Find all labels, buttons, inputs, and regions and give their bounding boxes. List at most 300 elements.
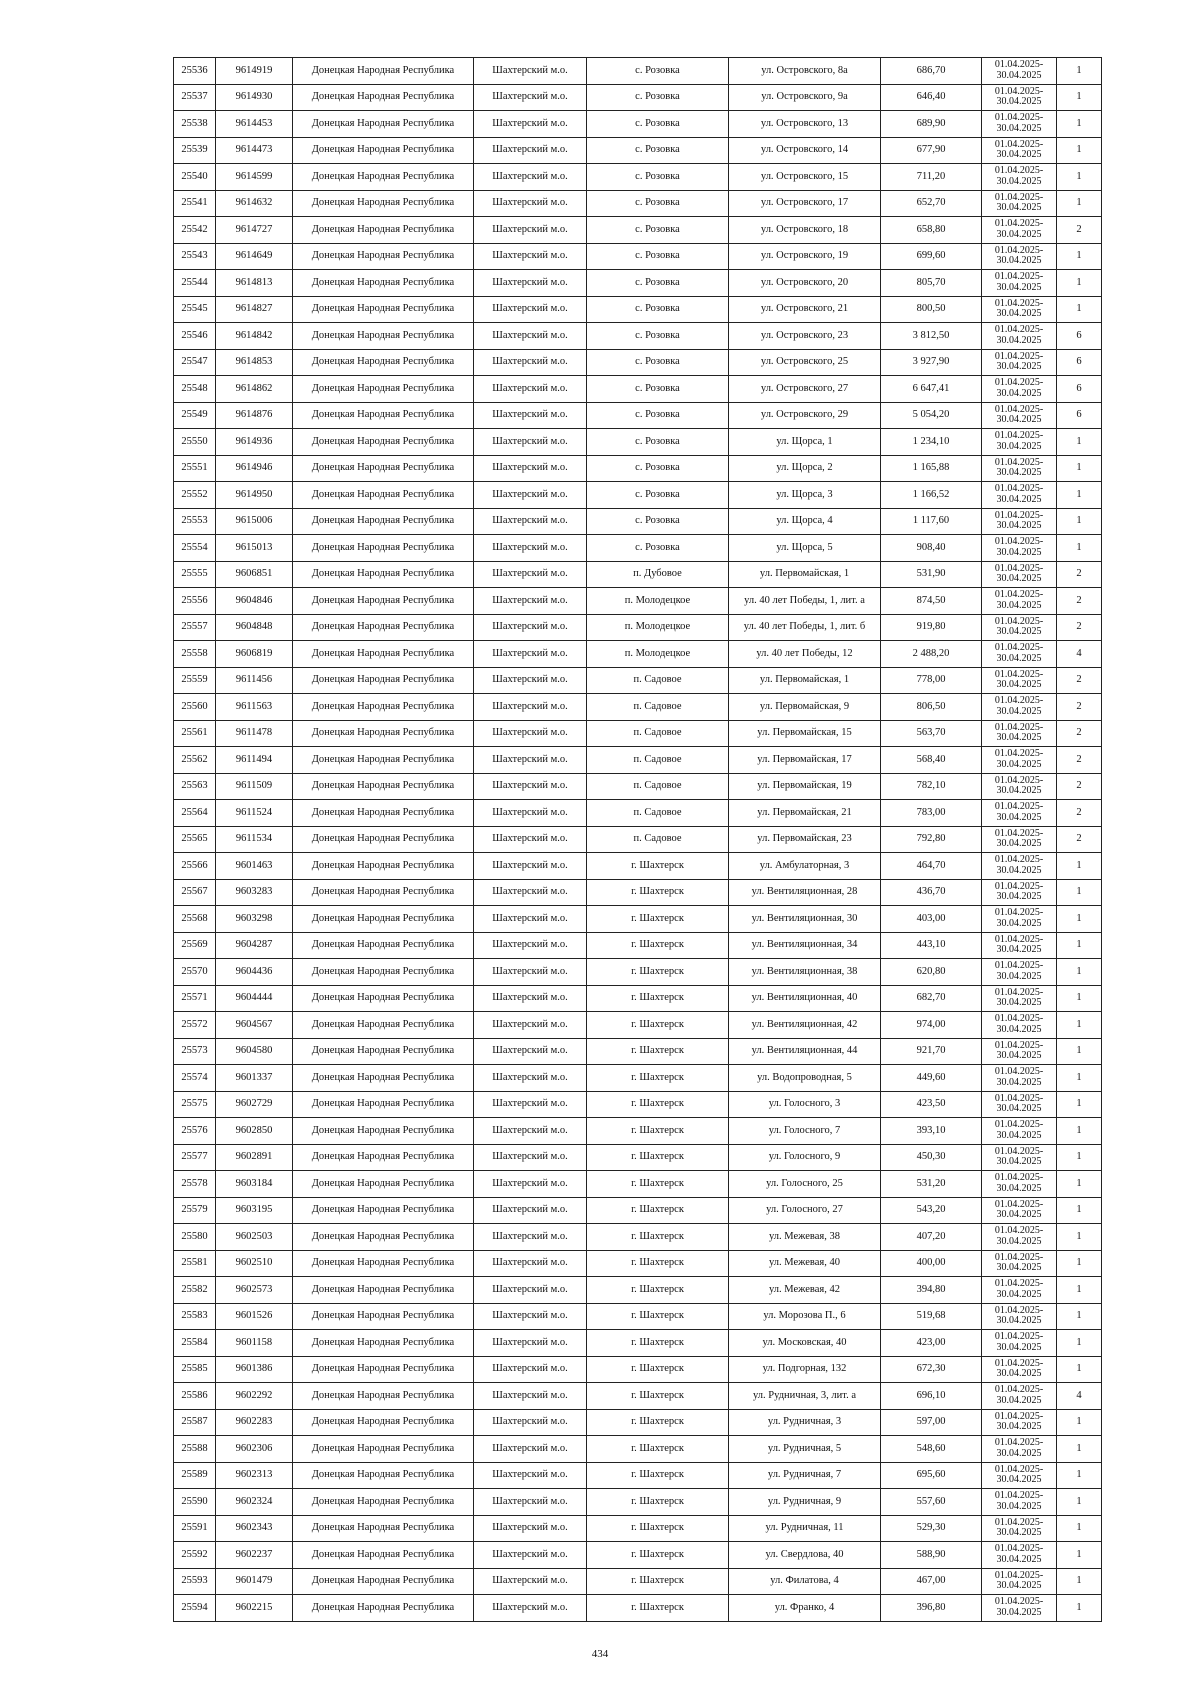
cell-num: 25582 (174, 1277, 216, 1304)
cell-locality: г. Шахтерск (587, 1012, 729, 1039)
cell-num: 25588 (174, 1436, 216, 1463)
cell-locality: г. Шахтерск (587, 1277, 729, 1304)
cell-region: Донецкая Народная Республика (293, 1383, 474, 1410)
cell-region: Донецкая Народная Республика (293, 190, 474, 217)
cell-locality: г. Шахтерск (587, 1383, 729, 1410)
cell-num: 25567 (174, 879, 216, 906)
cell-district: Шахтерский м.о. (474, 773, 587, 800)
cell-region: Донецкая Народная Республика (293, 747, 474, 774)
cell-district: Шахтерский м.о. (474, 535, 587, 562)
cell-locality: с. Розовка (587, 270, 729, 297)
cell-period: 01.04.2025-30.04.2025 (982, 800, 1057, 827)
cell-period: 01.04.2025-30.04.2025 (982, 906, 1057, 933)
cell-count: 2 (1057, 217, 1102, 244)
cell-district: Шахтерский м.о. (474, 1489, 587, 1516)
table-row (174, 1568, 1102, 1595)
cell-district: Шахтерский м.о. (474, 1144, 587, 1171)
cell-address: ул. Рудничная, 3 (729, 1409, 881, 1436)
cell-count: 6 (1057, 376, 1102, 403)
cell-address: ул. Московская, 40 (729, 1330, 881, 1357)
cell-district: Шахтерский м.о. (474, 84, 587, 111)
table-row (174, 614, 1102, 641)
cell-locality: с. Розовка (587, 243, 729, 270)
cell-num: 25568 (174, 906, 216, 933)
cell-district: Шахтерский м.о. (474, 58, 587, 85)
cell-period: 01.04.2025-30.04.2025 (982, 84, 1057, 111)
cell-code: 9614727 (216, 217, 293, 244)
cell-region: Донецкая Народная Республика (293, 535, 474, 562)
cell-region: Донецкая Народная Республика (293, 773, 474, 800)
cell-code: 9603184 (216, 1171, 293, 1198)
table-row (174, 1065, 1102, 1092)
cell-period: 01.04.2025-30.04.2025 (982, 1171, 1057, 1198)
cell-code: 9604444 (216, 985, 293, 1012)
cell-period: 01.04.2025-30.04.2025 (982, 1091, 1057, 1118)
cell-num: 25564 (174, 800, 216, 827)
table-row (174, 270, 1102, 297)
cell-period: 01.04.2025-30.04.2025 (982, 747, 1057, 774)
table-row (174, 1330, 1102, 1357)
cell-address: ул. Голосного, 25 (729, 1171, 881, 1198)
cell-locality: п. Садовое (587, 667, 729, 694)
cell-region: Донецкая Народная Республика (293, 1568, 474, 1595)
cell-locality: п. Садовое (587, 773, 729, 800)
cell-amount: 423,50 (881, 1091, 982, 1118)
cell-num: 25573 (174, 1038, 216, 1065)
cell-code: 9614842 (216, 323, 293, 350)
cell-count: 1 (1057, 1595, 1102, 1622)
cell-num: 25543 (174, 243, 216, 270)
cell-count: 6 (1057, 323, 1102, 350)
cell-region: Донецкая Народная Республика (293, 853, 474, 880)
cell-region: Донецкая Народная Республика (293, 932, 474, 959)
cell-count: 1 (1057, 1436, 1102, 1463)
table-row (174, 323, 1102, 350)
cell-region: Донецкая Народная Республика (293, 1197, 474, 1224)
cell-amount: 778,00 (881, 667, 982, 694)
cell-address: ул. Первомайская, 21 (729, 800, 881, 827)
cell-code: 9611524 (216, 800, 293, 827)
table-row (174, 296, 1102, 323)
table-row (174, 932, 1102, 959)
cell-amount: 695,60 (881, 1462, 982, 1489)
cell-num: 25553 (174, 508, 216, 535)
cell-locality: г. Шахтерск (587, 1462, 729, 1489)
cell-district: Шахтерский м.о. (474, 1595, 587, 1622)
cell-num: 25544 (174, 270, 216, 297)
cell-code: 9604846 (216, 588, 293, 615)
cell-region: Донецкая Народная Республика (293, 1489, 474, 1516)
cell-period: 01.04.2025-30.04.2025 (982, 1462, 1057, 1489)
cell-amount: 1 165,88 (881, 455, 982, 482)
cell-num: 25558 (174, 641, 216, 668)
cell-address: ул. Щорса, 4 (729, 508, 881, 535)
cell-amount: 543,20 (881, 1197, 982, 1224)
cell-locality: г. Шахтерск (587, 959, 729, 986)
cell-amount: 908,40 (881, 535, 982, 562)
cell-count: 2 (1057, 773, 1102, 800)
cell-amount: 782,10 (881, 773, 982, 800)
cell-region: Донецкая Народная Республика (293, 985, 474, 1012)
table-row (174, 1409, 1102, 1436)
cell-count: 1 (1057, 1250, 1102, 1277)
table-row (174, 535, 1102, 562)
table-row (174, 1224, 1102, 1251)
table-row (174, 243, 1102, 270)
cell-code: 9614632 (216, 190, 293, 217)
cell-period: 01.04.2025-30.04.2025 (982, 720, 1057, 747)
cell-code: 9604567 (216, 1012, 293, 1039)
cell-region: Донецкая Народная Республика (293, 349, 474, 376)
cell-count: 1 (1057, 853, 1102, 880)
cell-region: Донецкая Народная Республика (293, 1171, 474, 1198)
cell-district: Шахтерский м.о. (474, 1171, 587, 1198)
cell-num: 25548 (174, 376, 216, 403)
cell-code: 9604848 (216, 614, 293, 641)
cell-period: 01.04.2025-30.04.2025 (982, 1144, 1057, 1171)
cell-code: 9614827 (216, 296, 293, 323)
cell-count: 1 (1057, 932, 1102, 959)
cell-amount: 531,90 (881, 561, 982, 588)
cell-amount: 806,50 (881, 694, 982, 721)
cell-period: 01.04.2025-30.04.2025 (982, 773, 1057, 800)
cell-address: ул. Амбулаторная, 3 (729, 853, 881, 880)
cell-address: ул. Франко, 4 (729, 1595, 881, 1622)
cell-count: 1 (1057, 535, 1102, 562)
cell-locality: г. Шахтерск (587, 1197, 729, 1224)
cell-district: Шахтерский м.о. (474, 561, 587, 588)
table-row (174, 482, 1102, 509)
cell-count: 1 (1057, 1118, 1102, 1145)
cell-region: Донецкая Народная Республика (293, 508, 474, 535)
cell-code: 9602324 (216, 1489, 293, 1516)
cell-region: Донецкая Народная Республика (293, 1012, 474, 1039)
cell-district: Шахтерский м.о. (474, 614, 587, 641)
table-row (174, 164, 1102, 191)
cell-district: Шахтерский м.о. (474, 1383, 587, 1410)
cell-locality: г. Шахтерск (587, 1091, 729, 1118)
cell-locality: с. Розовка (587, 349, 729, 376)
cell-locality: г. Шахтерск (587, 932, 729, 959)
cell-locality: г. Шахтерск (587, 1542, 729, 1569)
cell-num: 25539 (174, 137, 216, 164)
cell-count: 1 (1057, 508, 1102, 535)
cell-address: ул. Щорса, 1 (729, 429, 881, 456)
cell-count: 2 (1057, 667, 1102, 694)
cell-region: Донецкая Народная Республика (293, 879, 474, 906)
cell-num: 25561 (174, 720, 216, 747)
cell-num: 25547 (174, 349, 216, 376)
cell-district: Шахтерский м.о. (474, 1409, 587, 1436)
cell-locality: с. Розовка (587, 217, 729, 244)
cell-address: ул. Островского, 18 (729, 217, 881, 244)
cell-locality: г. Шахтерск (587, 1515, 729, 1542)
cell-amount: 792,80 (881, 826, 982, 853)
cell-district: Шахтерский м.о. (474, 1542, 587, 1569)
cell-num: 25552 (174, 482, 216, 509)
cell-code: 9602510 (216, 1250, 293, 1277)
cell-region: Донецкая Народная Республика (293, 1303, 474, 1330)
table-row (174, 985, 1102, 1012)
cell-amount: 450,30 (881, 1144, 982, 1171)
cell-amount: 919,80 (881, 614, 982, 641)
cell-count: 1 (1057, 906, 1102, 933)
cell-amount: 5 054,20 (881, 402, 982, 429)
cell-count: 1 (1057, 58, 1102, 85)
cell-code: 9614930 (216, 84, 293, 111)
cell-locality: п. Садовое (587, 694, 729, 721)
cell-address: ул. Вентиляционная, 44 (729, 1038, 881, 1065)
cell-code: 9601158 (216, 1330, 293, 1357)
cell-period: 01.04.2025-30.04.2025 (982, 1515, 1057, 1542)
table-row (174, 773, 1102, 800)
table-row (174, 217, 1102, 244)
cell-amount: 396,80 (881, 1595, 982, 1622)
cell-district: Шахтерский м.о. (474, 1065, 587, 1092)
cell-period: 01.04.2025-30.04.2025 (982, 667, 1057, 694)
cell-period: 01.04.2025-30.04.2025 (982, 1489, 1057, 1516)
cell-amount: 393,10 (881, 1118, 982, 1145)
table-row (174, 137, 1102, 164)
cell-region: Донецкая Народная Республика (293, 1436, 474, 1463)
cell-locality: с. Розовка (587, 376, 729, 403)
cell-amount: 563,70 (881, 720, 982, 747)
cell-count: 1 (1057, 1224, 1102, 1251)
cell-district: Шахтерский м.о. (474, 164, 587, 191)
cell-code: 9602283 (216, 1409, 293, 1436)
cell-count: 6 (1057, 402, 1102, 429)
cell-district: Шахтерский м.о. (474, 1197, 587, 1224)
cell-code: 9602573 (216, 1277, 293, 1304)
table-row (174, 641, 1102, 668)
cell-region: Донецкая Народная Республика (293, 84, 474, 111)
cell-address: ул. Рудничная, 7 (729, 1462, 881, 1489)
cell-code: 9602306 (216, 1436, 293, 1463)
cell-code: 9614453 (216, 111, 293, 138)
cell-locality: г. Шахтерск (587, 985, 729, 1012)
cell-locality: с. Розовка (587, 429, 729, 456)
table-row (174, 667, 1102, 694)
cell-count: 1 (1057, 1303, 1102, 1330)
cell-district: Шахтерский м.о. (474, 667, 587, 694)
cell-district: Шахтерский м.о. (474, 1224, 587, 1251)
cell-address: ул. Первомайская, 19 (729, 773, 881, 800)
cell-district: Шахтерский м.о. (474, 932, 587, 959)
cell-count: 1 (1057, 482, 1102, 509)
cell-district: Шахтерский м.о. (474, 826, 587, 853)
cell-period: 01.04.2025-30.04.2025 (982, 58, 1057, 85)
cell-locality: п. Молодецкое (587, 614, 729, 641)
cell-code: 9611534 (216, 826, 293, 853)
cell-count: 1 (1057, 879, 1102, 906)
cell-district: Шахтерский м.о. (474, 879, 587, 906)
cell-region: Донецкая Народная Республика (293, 614, 474, 641)
cell-address: ул. Первомайская, 1 (729, 561, 881, 588)
cell-code: 9602850 (216, 1118, 293, 1145)
table-row (174, 1144, 1102, 1171)
cell-num: 25581 (174, 1250, 216, 1277)
cell-amount: 6 647,41 (881, 376, 982, 403)
cell-address: ул. Вентиляционная, 34 (729, 932, 881, 959)
cell-code: 9604580 (216, 1038, 293, 1065)
cell-code: 9601386 (216, 1356, 293, 1383)
cell-region: Донецкая Народная Республика (293, 906, 474, 933)
cell-period: 01.04.2025-30.04.2025 (982, 137, 1057, 164)
cell-district: Шахтерский м.о. (474, 641, 587, 668)
cell-amount: 646,40 (881, 84, 982, 111)
cell-district: Шахтерский м.о. (474, 508, 587, 535)
cell-code: 9614950 (216, 482, 293, 509)
cell-code: 9611494 (216, 747, 293, 774)
cell-locality: г. Шахтерск (587, 1489, 729, 1516)
cell-region: Донецкая Народная Республика (293, 561, 474, 588)
cell-amount: 407,20 (881, 1224, 982, 1251)
cell-address: ул. Голосного, 9 (729, 1144, 881, 1171)
cell-count: 1 (1057, 243, 1102, 270)
cell-period: 01.04.2025-30.04.2025 (982, 376, 1057, 403)
cell-region: Донецкая Народная Республика (293, 111, 474, 138)
cell-period: 01.04.2025-30.04.2025 (982, 879, 1057, 906)
cell-count: 1 (1057, 137, 1102, 164)
cell-locality: с. Розовка (587, 508, 729, 535)
cell-locality: с. Розовка (587, 482, 729, 509)
table-row (174, 402, 1102, 429)
cell-amount: 3 927,90 (881, 349, 982, 376)
cell-region: Донецкая Народная Республика (293, 217, 474, 244)
cell-locality: п. Садовое (587, 720, 729, 747)
cell-amount: 588,90 (881, 1542, 982, 1569)
table-row (174, 906, 1102, 933)
cell-num: 25560 (174, 694, 216, 721)
cell-region: Донецкая Народная Республика (293, 1330, 474, 1357)
cell-district: Шахтерский м.о. (474, 323, 587, 350)
table-row (174, 376, 1102, 403)
cell-amount: 711,20 (881, 164, 982, 191)
cell-period: 01.04.2025-30.04.2025 (982, 826, 1057, 853)
cell-count: 1 (1057, 1409, 1102, 1436)
cell-num: 25555 (174, 561, 216, 588)
cell-period: 01.04.2025-30.04.2025 (982, 614, 1057, 641)
cell-region: Донецкая Народная Республика (293, 1118, 474, 1145)
cell-num: 25586 (174, 1383, 216, 1410)
cell-locality: с. Розовка (587, 190, 729, 217)
cell-code: 9614599 (216, 164, 293, 191)
cell-amount: 620,80 (881, 959, 982, 986)
cell-code: 9601479 (216, 1568, 293, 1595)
cell-district: Шахтерский м.о. (474, 1568, 587, 1595)
cell-district: Шахтерский м.о. (474, 1330, 587, 1357)
cell-count: 4 (1057, 1383, 1102, 1410)
cell-region: Донецкая Народная Республика (293, 455, 474, 482)
cell-district: Шахтерский м.о. (474, 1303, 587, 1330)
cell-count: 1 (1057, 1489, 1102, 1516)
cell-period: 01.04.2025-30.04.2025 (982, 243, 1057, 270)
table-row (174, 111, 1102, 138)
cell-period: 01.04.2025-30.04.2025 (982, 932, 1057, 959)
table-row (174, 694, 1102, 721)
cell-num: 25572 (174, 1012, 216, 1039)
table-row (174, 429, 1102, 456)
cell-num: 25592 (174, 1542, 216, 1569)
cell-count: 1 (1057, 270, 1102, 297)
cell-region: Донецкая Народная Республика (293, 270, 474, 297)
cell-locality: с. Розовка (587, 402, 729, 429)
cell-locality: с. Розовка (587, 58, 729, 85)
cell-region: Донецкая Народная Республика (293, 164, 474, 191)
cell-period: 01.04.2025-30.04.2025 (982, 1303, 1057, 1330)
cell-period: 01.04.2025-30.04.2025 (982, 270, 1057, 297)
cell-district: Шахтерский м.о. (474, 111, 587, 138)
cell-code: 9614876 (216, 402, 293, 429)
cell-period: 01.04.2025-30.04.2025 (982, 1250, 1057, 1277)
cell-amount: 672,30 (881, 1356, 982, 1383)
cell-count: 1 (1057, 1065, 1102, 1092)
cell-amount: 531,20 (881, 1171, 982, 1198)
cell-locality: г. Шахтерск (587, 1436, 729, 1463)
cell-region: Донецкая Народная Республика (293, 429, 474, 456)
cell-region: Донецкая Народная Республика (293, 800, 474, 827)
cell-code: 9602729 (216, 1091, 293, 1118)
cell-code: 9601463 (216, 853, 293, 880)
cell-locality: г. Шахтерск (587, 1409, 729, 1436)
table-row (174, 1038, 1102, 1065)
cell-num: 25565 (174, 826, 216, 853)
cell-address: ул. Щорса, 3 (729, 482, 881, 509)
cell-locality: г. Шахтерск (587, 1568, 729, 1595)
cell-count: 1 (1057, 1144, 1102, 1171)
table-row (174, 1012, 1102, 1039)
table-row (174, 1250, 1102, 1277)
cell-period: 01.04.2025-30.04.2025 (982, 1330, 1057, 1357)
cell-period: 01.04.2025-30.04.2025 (982, 853, 1057, 880)
cell-district: Шахтерский м.о. (474, 906, 587, 933)
cell-region: Донецкая Народная Республика (293, 959, 474, 986)
table-row (174, 747, 1102, 774)
cell-locality: с. Розовка (587, 164, 729, 191)
cell-num: 25593 (174, 1568, 216, 1595)
cell-district: Шахтерский м.о. (474, 296, 587, 323)
table-row (174, 1595, 1102, 1622)
cell-amount: 682,70 (881, 985, 982, 1012)
cell-code: 9603283 (216, 879, 293, 906)
table-row (174, 1091, 1102, 1118)
cell-locality: г. Шахтерск (587, 1171, 729, 1198)
cell-region: Донецкая Народная Республика (293, 1542, 474, 1569)
cell-address: ул. Островского, 14 (729, 137, 881, 164)
cell-period: 01.04.2025-30.04.2025 (982, 111, 1057, 138)
cell-code: 9614473 (216, 137, 293, 164)
cell-amount: 1 166,52 (881, 482, 982, 509)
cell-district: Шахтерский м.о. (474, 800, 587, 827)
cell-num: 25589 (174, 1462, 216, 1489)
cell-district: Шахтерский м.о. (474, 1515, 587, 1542)
cell-code: 9606851 (216, 561, 293, 588)
cell-locality: п. Садовое (587, 747, 729, 774)
cell-region: Донецкая Народная Республика (293, 1038, 474, 1065)
cell-period: 01.04.2025-30.04.2025 (982, 164, 1057, 191)
cell-locality: с. Розовка (587, 455, 729, 482)
cell-num: 25591 (174, 1515, 216, 1542)
cell-address: ул. Первомайская, 17 (729, 747, 881, 774)
cell-address: ул. Островского, 13 (729, 111, 881, 138)
cell-amount: 699,60 (881, 243, 982, 270)
cell-code: 9602313 (216, 1462, 293, 1489)
cell-num: 25557 (174, 614, 216, 641)
cell-code: 9614853 (216, 349, 293, 376)
cell-period: 01.04.2025-30.04.2025 (982, 402, 1057, 429)
cell-region: Донецкая Народная Республика (293, 1595, 474, 1622)
cell-count: 6 (1057, 349, 1102, 376)
